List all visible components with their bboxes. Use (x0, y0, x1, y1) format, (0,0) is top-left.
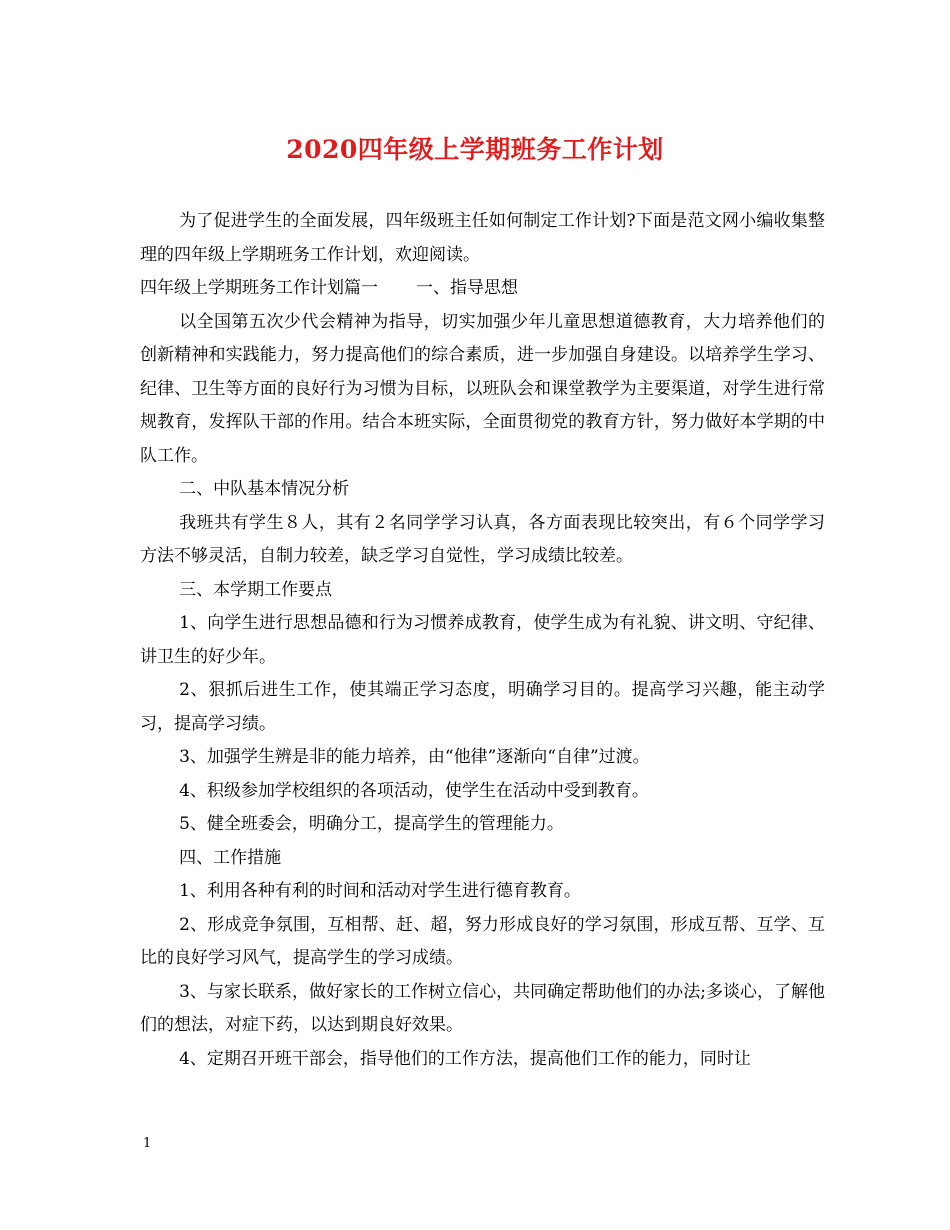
list-item-measure-3: 3、与家长联系，做好家长的工作树立信心，共同确定帮助他们的办法;多谈心，了解他们的想法，对症下药，以达到期良好效果。 (140, 981, 825, 1035)
list-item-measure-4: 4、定期召开班干部会，指导他们的工作方法，提高他们工作的能力，同时让 (179, 1048, 751, 1069)
section-heading-title: 四年级上学期班务工作计划篇一 (140, 278, 378, 298)
section-heading-subtitle: 一、指导思想 (416, 278, 518, 298)
list-item-measure-1: 1、利用各种有利的时间和活动对学生进行德育教育。 (179, 881, 581, 901)
list-item-point-4: 4、积级参加学校组织的各项活动，使学生在活动中受到教育。 (179, 780, 649, 801)
section-heading-line (140, 272, 825, 306)
page-number: 1 (143, 1136, 152, 1151)
intro-paragraph: 为了促进学生的全面发展，四年级班主任如何制定工作计划?下面是范文网小编收集整理的四年级上学期班务工作计划，欢迎阅读。 (140, 211, 825, 265)
list-item-point-2: 2、狠抓后进生工作，使其端正学习态度，明确学习目的。提高学习兴趣，能主动学习，提高学习绩。 (140, 680, 825, 734)
list-item-point-1: 1、向学生进行思想品德和行为习惯养成教育，使学生成为有礼貌、讲文明、守纪律、讲卫生的好少年。 (140, 613, 825, 667)
heading-situation-analysis: 二、中队基本情况分析 (179, 479, 350, 499)
paragraph-situation: 我班共有学生８人，其有２名同学学习认真，各方面表现比较突出，有６个同学学习方法不够灵活，自制力较差，缺乏学习自觉性，学习成绩比较差。 (140, 512, 825, 566)
heading-work-points: 三、本学期工作要点 (179, 579, 333, 600)
list-item-measure-2: 2、形成竞争氛围，互相帮、赶、超，努力形成良好的学习氛围，形成互帮、互学、互比的良好学习风气，提高学生的学习成绩。 (140, 914, 825, 968)
list-item-point-5: 5、健全班委会，明确分工，提高学生的管理能力。 (179, 814, 564, 834)
heading-work-measures: 四、工作措施 (179, 847, 282, 868)
paragraph-guiding-thought: 以全国第五次少代会精神为指导，切实加强少年儿童思想道德教育，大力培养他们的创新精神和实践能力，努力提高他们的综合素质，进一步加强自身建设。以培养学生学习、纪律、卫生等方面的良好行为习惯为目标，以班队会和课堂教学为主要渠道，对学生进行常规教育，发挥队干部的作用。结合本班实际，全面贯彻党的教育方针，努力做好本学期的中队工作。 (140, 311, 825, 466)
document-body (140, 205, 825, 1076)
document-title: 2020四年级上学期班务工作计划 (286, 135, 664, 164)
list-item-point-3: 3、加强学生辨是非的能力培养，由“他律”逐渐向“自律”过渡。 (179, 747, 650, 767)
